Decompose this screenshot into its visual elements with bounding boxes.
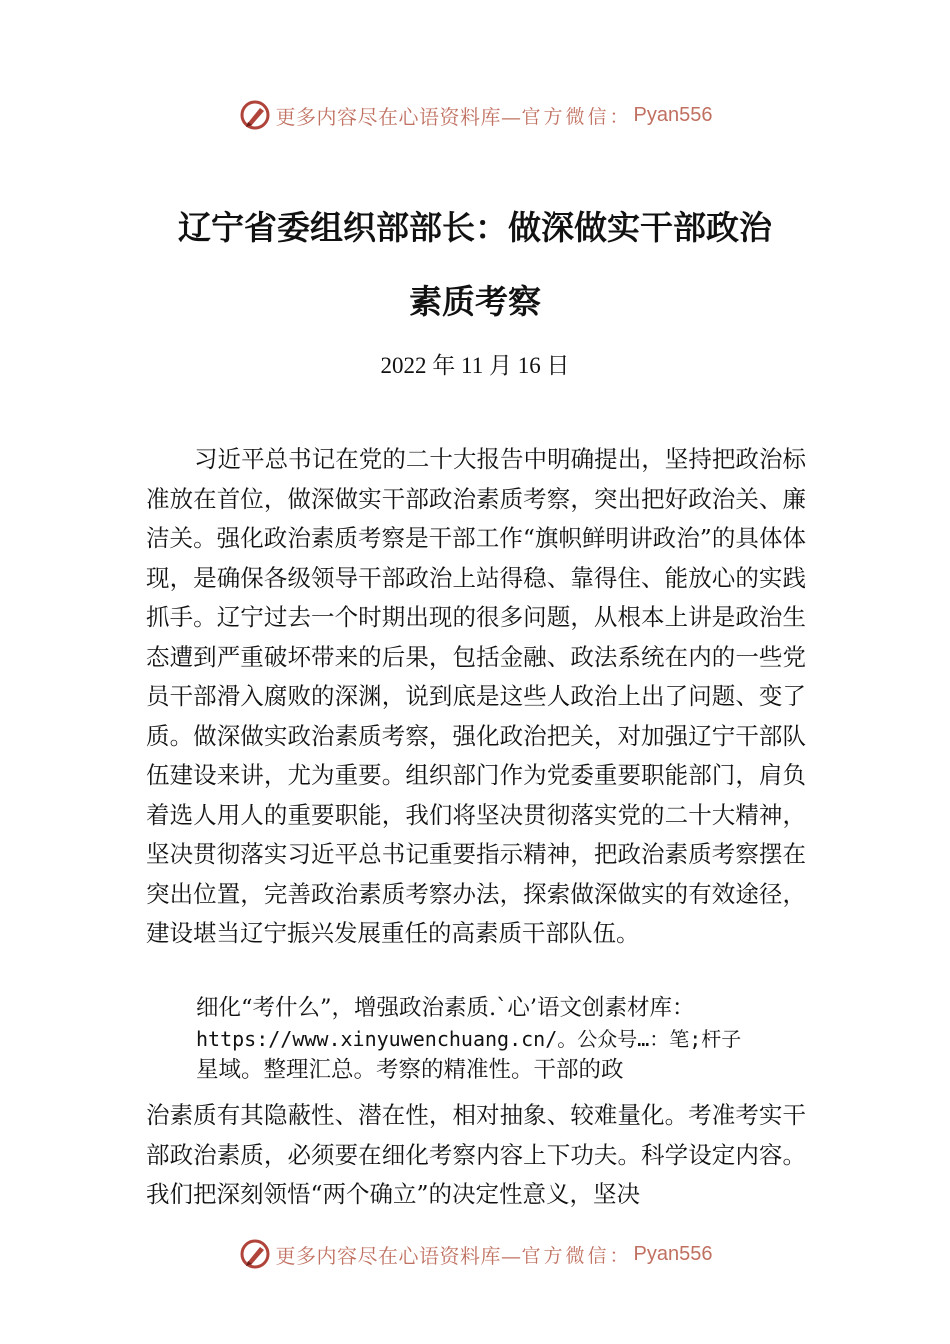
paragraph-2-line-1: 细化“考什么”，增强政治素质.`心’语文创素材库：: [196, 995, 695, 1021]
pen-nib-logo-icon: [238, 1237, 272, 1271]
wechat-label: 官方微信：: [521, 1244, 632, 1267]
body-paragraph-1: 习近平总书记在党的二十大报告中明确提出，坚持把政治标准放在首位，做深做实干部政治素质考察，突出把好政治关、廉洁关。强化政治素质考察是干部工作“旗帜鲜明讲政治”的具体体现，是确保各级领导干部政治上站得稳、靠得住、能放心的实践抓手。辽宁过去一个时期出现的很多问题，从根本上讲是政治生态遭到严重破坏带来的后果，包括金融、政法系统在内的一些党员干部滑入腐败的深渊，说到底是这些人政治上出了问题、变了质。做深做实政治素质考察，强化政治把关，对加强辽宁干部队伍建设来讲，尤为重要。组织部门作为党委重要职能部门，肩负着选人用人的重要职能，我们将坚决贯彻落实党的二十大精神，坚决贯彻落实习近平总书记重要指示精神，把政治素质考察摆在突出位置，完善政治素质考察办法，探索做深做实的有效途径，建设堪当辽宁振兴发展重任的高素质干部队伍。: [146, 445, 806, 947]
paragraph-2-line-2: https://www.xinyuwenchuang.cn/。公众号…：笔;杆子: [196, 1027, 742, 1051]
wechat-id: Pyan556: [633, 103, 713, 126]
paragraph-2-line-3: 星域。整理汇总。考察的精准性。干部的政: [196, 1057, 624, 1083]
brand-name: 更多内容尽在心语资料库—: [275, 1243, 522, 1268]
header-watermark: [0, 95, 950, 135]
wechat-id: Pyan556: [633, 1242, 713, 1265]
article-date: 2022 年 11 月 16 日: [380, 353, 570, 378]
footer-watermark: [0, 1234, 950, 1274]
article-title-line2: 素质考察: [409, 282, 541, 321]
article-title-line1: 辽宁省委组织部部长：做深做实干部政治: [178, 208, 772, 247]
body-paragraph-2: [196, 993, 836, 1086]
pen-nib-logo-icon: [238, 98, 272, 132]
brand-name: 更多内容尽在心语资料库—: [275, 104, 522, 129]
body-paragraph-3: 治素质有其隐蔽性、潜在性，相对抽象、较难量化。考准考实干部政治素质，必须要在细化考察内容上下功夫。科学设定内容。我们把深刻领悟“两个确立”的决定性意义，坚决: [146, 1101, 806, 1208]
wechat-label: 官方微信：: [521, 105, 632, 128]
